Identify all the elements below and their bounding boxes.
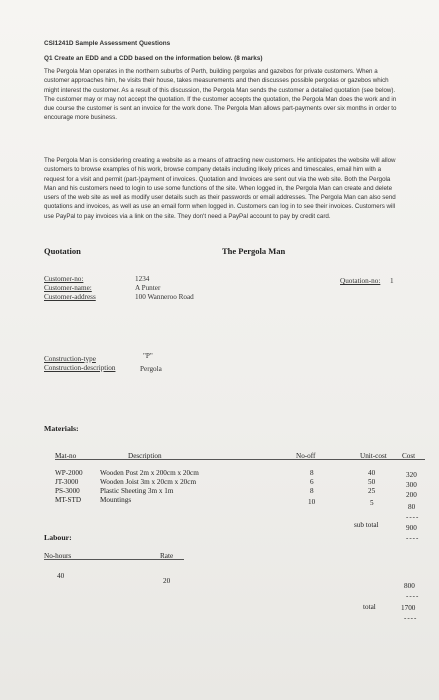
paragraph-2: The Pergola Man is considering creating a website as a means of attracting new customers. He anticipates the website will allow customers to browse examples of his work, browse company details including likely prices and timescales, email him with a request for a visit and permit (part-)payment of invoices. Quotation and Invoices are sent out via the web site. Both the Pergola Man and his customers need to login to use some functions of the site. When logged in, the Pergola Man can create and delete users of the web site as well as modify user details such as their passwords or email addresses. The Pergola Man can also send quotations and invoices, as well as use an email form when logged in. Customers can log in to see their invoices. Customers will use PayPal to pay invoices via a link on the site. They don't need a PayPal account to pay by credit card. [44, 157, 396, 220]
table-row-mat-no: JT-3000 [55, 478, 79, 486]
table-row-mat-no: MT-STD [55, 496, 82, 504]
total-label: total [363, 603, 376, 611]
question-title: Q1 Create an EDD and a CDD based on the information below. (8 marks) [44, 55, 263, 62]
materials-header-rule [55, 459, 425, 460]
customer-name-value: A Punter [135, 284, 161, 292]
table-row-cost: 80 [408, 503, 416, 511]
labour-header-rule [44, 559, 184, 560]
col-cost: Cost [402, 452, 416, 460]
construction-type-label: Construction-type [44, 355, 96, 363]
subtotal-rule-2: ---- [406, 534, 420, 542]
subtotal-value: 900 [406, 524, 417, 532]
subtotal-rule: ---- [406, 513, 420, 521]
table-row-unit-cost: 25 [368, 487, 376, 495]
table-row-desc: Wooden Joist 3m x 20cm x 20cm [100, 478, 197, 486]
customer-address-value: 100 Wanneroo Road [135, 293, 194, 301]
doc-id: CSI1241D Sample Assessment Questions [44, 40, 171, 47]
total-rule: ---- [406, 592, 420, 600]
table-row-unit-cost: 40 [368, 469, 376, 477]
col-rate: Rate [160, 552, 174, 560]
table-row-no-off: 10 [308, 498, 316, 506]
customer-no-value: 1234 [135, 275, 150, 283]
col-mat-no: Mat-no [55, 452, 77, 460]
materials-heading: Materials: [44, 424, 79, 433]
customer-name-label: Customer-name: [44, 284, 92, 292]
labour-heading: Labour: [44, 533, 72, 542]
table-row-no-off: 8 [310, 469, 314, 477]
construction-type-value: "P" [143, 352, 153, 360]
table-row-cost: 320 [406, 471, 417, 479]
table-row-no-off: 8 [310, 487, 314, 495]
labour-hours-value: 40 [57, 572, 65, 580]
col-unit-cost: Unit-cost [360, 452, 387, 460]
construction-description-label: Construction-description [44, 364, 116, 372]
col-description: Description [128, 452, 162, 460]
table-row-cost: 300 [406, 481, 417, 489]
table-row-unit-cost: 50 [368, 478, 376, 486]
table-row-desc: Plastic Sheeting 3m x 1m [100, 487, 174, 495]
labour-rate-value: 20 [163, 577, 171, 585]
col-no-off: No-off [296, 452, 316, 460]
construction-description-value: Pergola [140, 365, 162, 373]
customer-address-label: Customer-address [44, 293, 96, 301]
table-row-no-off: 6 [310, 478, 314, 486]
subtotal-label: sub total [354, 521, 379, 529]
table-row-cost: 200 [406, 491, 417, 499]
quotation-title: Quotation [44, 246, 81, 256]
table-row-mat-no: PS-3000 [55, 487, 80, 495]
labour-cost-value: 800 [404, 582, 415, 590]
total-rule-2: ---- [404, 614, 418, 622]
paragraph-1: The Pergola Man operates in the northern suburbs of Perth, building pergolas and gazebos for private customers. When a customer approaches him, he visits their house, takes measurements and then discusses possible pergolas or gazebos which might interest the customer. As a result of this discussion, the Pergola Man sends the customer a detailed quotation (see below). The customer may or may not accept the quotation. If the customer accepts the quotation, the Pergola Man does the work and in due course the customer is sent an invoice for the work done. The Pergola Man allows part-payments over six months in order to encourage more business. [44, 68, 397, 122]
total-value: 1700 [401, 604, 416, 612]
table-row-mat-no: WP-2000 [55, 469, 83, 477]
col-no-hours: No-hours [44, 552, 72, 560]
customer-no-label: Customer-no: [44, 275, 84, 283]
quotation-no-value: 1 [390, 277, 394, 285]
table-row-desc: Wooden Post 2m x 200cm x 20cm [100, 469, 199, 477]
quotation-brand: The Pergola Man [222, 246, 286, 256]
quotation-no-label: Quotation-no: [340, 277, 381, 285]
table-row-desc: Mountings [100, 496, 132, 504]
table-row-unit-cost: 5 [370, 499, 374, 507]
